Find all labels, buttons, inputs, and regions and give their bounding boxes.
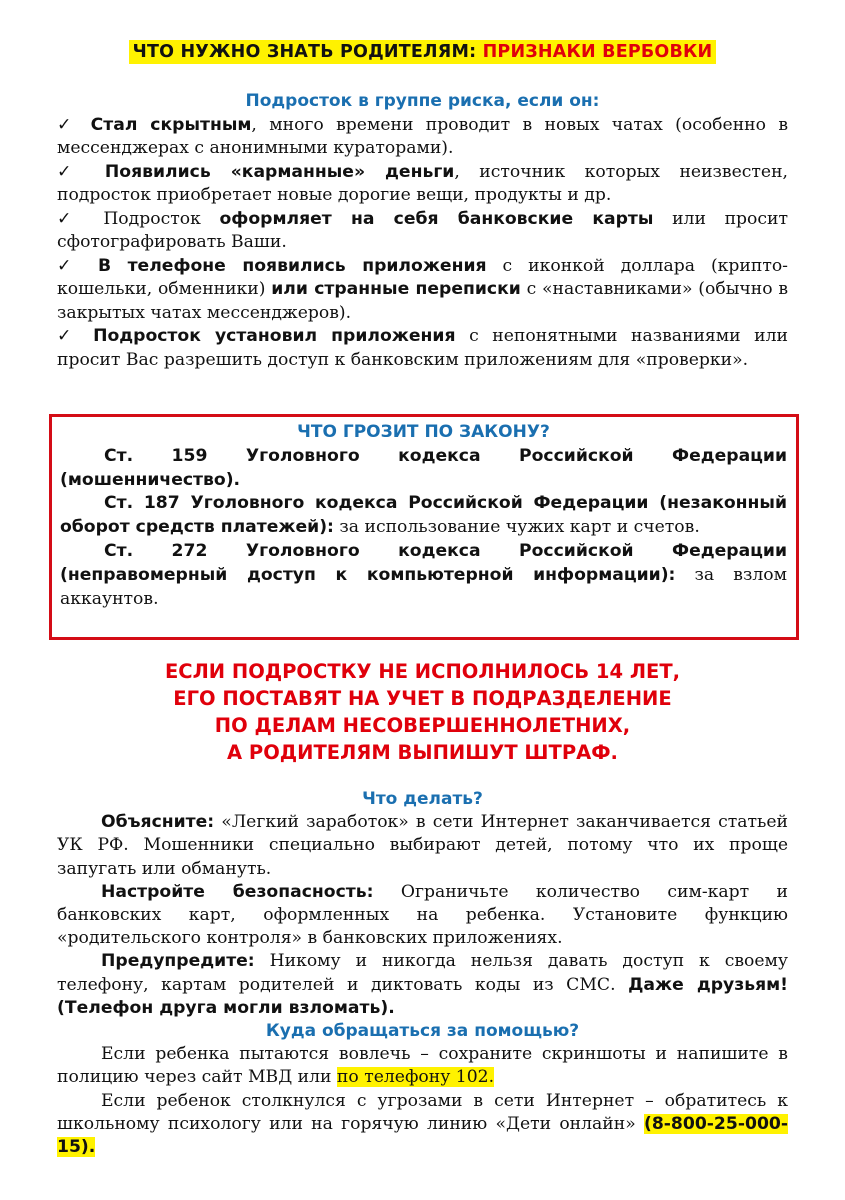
title-part1: ЧТО НУЖНО ЗНАТЬ РОДИТЕЛЯМ: xyxy=(132,42,483,62)
law-item-159-bold: Ст. 159 Уголовного кодекса Российской Федерации (мошенничество). xyxy=(60,445,787,490)
todo-item-security-bold: Настройте безопасность: xyxy=(101,881,374,902)
todo-item-warn-bold2: Даже друзьям! (Телефон друга могли взломать). xyxy=(57,974,788,1018)
risk-item-3-bold: оформляет на себя банковские карты xyxy=(219,208,654,229)
risk-item-3 xyxy=(57,208,788,255)
risk-item-1-bold: Стал скрытным xyxy=(90,114,252,135)
law-item-272-text: за взлом аккаунтов. xyxy=(60,564,787,609)
todo-item-warn-text: Никому и никогда нельзя давать доступ к своему телефону, картам родителей и диктовать коды из СМС. xyxy=(57,951,788,995)
risk-item-1 xyxy=(57,114,788,161)
todo-item-explain-bold: Объясните: xyxy=(101,812,215,833)
law-item-272 xyxy=(60,540,787,611)
risk-item-4-text2: с «наставниками» (обычно в закрытых чатах мессенджеров). xyxy=(57,279,788,323)
page-title xyxy=(0,40,845,64)
help-police xyxy=(57,1043,788,1089)
police-phone: по телефону 102. xyxy=(336,1067,495,1088)
risk-item-2 xyxy=(57,161,788,208)
risk-item-5-text: с непонятными названиями или просит Вас разрешить доступ к банковским приложениям для «проверки». xyxy=(57,326,788,370)
hotline-phone: (8-800-25-000-15). xyxy=(57,1113,788,1158)
check-icon: ✓ xyxy=(57,255,82,276)
law-item-187-bold: Ст. 187 Уголовного кодекса Российской Федерации (незаконный оборот средств платежей): xyxy=(60,493,787,538)
todo-section xyxy=(57,788,788,1159)
todo-item-explain xyxy=(57,811,788,881)
todo-item-warn-bold: Предупредите: xyxy=(101,951,255,972)
todo-item-warn xyxy=(57,950,788,1020)
title-highlight xyxy=(129,40,717,64)
risk-item-3-pre: Подросток xyxy=(103,208,220,229)
risk-item-5 xyxy=(57,325,788,372)
risk-item-4 xyxy=(57,255,788,326)
help-hotline-text: Если ребенок столкнулся с угрозами в сети Интернет – обратитесь к школьному психологу или на горячую линию «Дети онлайн» xyxy=(57,1090,788,1134)
risk-heading: Подросток в группе риска, если он: xyxy=(245,91,600,111)
todo-item-security xyxy=(57,881,788,951)
risk-section xyxy=(57,90,788,372)
risk-item-5-bold: Подросток установил приложения xyxy=(93,326,456,346)
warning-line-2: ЕГО ПОСТАВЯТ НА УЧЕТ В ПОДРАЗДЕЛЕНИЕ xyxy=(173,687,672,710)
risk-item-2-bold: Появились «карманные» деньги xyxy=(104,161,455,182)
warning-line-1: ЕСЛИ ПОДРОСТКУ НЕ ИСПОЛНИЛОСЬ 14 ЛЕТ, xyxy=(164,660,681,683)
todo-item-explain-text: «Легкий заработок» в сети Интернет заканчивается статьей УК РФ. Мошенники специально выбирают детей, потому что их проще запугать или обмануть. xyxy=(57,812,788,879)
help-heading: Куда обращаться за помощью? xyxy=(265,1021,580,1042)
risk-item-4-bold: В телефоне появились приложения xyxy=(97,255,487,276)
warning-line-3: ПО ДЕЛАМ НЕСОВЕРШЕННОЛЕТНИХ, xyxy=(214,714,631,737)
check-icon: ✓ xyxy=(57,208,85,229)
risk-item-2-text: , источник которых неизвестен, подросток приобретает новые дорогие вещи, продукты и др. xyxy=(57,161,788,205)
check-icon: ✓ xyxy=(57,114,79,135)
check-icon: ✓ xyxy=(57,161,86,182)
law-item-187 xyxy=(60,492,787,540)
help-hotline xyxy=(57,1090,788,1160)
risk-item-1-text: , много времени проводит в новых чатах (особенно в мессенджерах с анонимными кураторами). xyxy=(57,114,788,158)
law-item-272-bold: Ст. 272 Уголовного кодекса Российской Федерации (неправомерный доступ к компьютерной информации): xyxy=(60,540,787,585)
law-heading: ЧТО ГРОЗИТ ПО ЗАКОНУ? xyxy=(297,422,550,442)
law-item-159 xyxy=(60,445,787,493)
risk-item-4-bold2: или странные переписки xyxy=(271,279,521,299)
risk-item-4-text: с иконкой доллара (крипто-кошельки, обменники) xyxy=(57,255,788,299)
law-item-187-text: за использование чужих карт и счетов. xyxy=(333,517,700,538)
warning-line-4: А РОДИТЕЛЯМ ВЫПИШУТ ШТРАФ. xyxy=(227,741,618,764)
risk-item-3-text: или просит сфотографировать Ваши. xyxy=(57,208,788,252)
title-part2: ПРИЗНАКИ ВЕРБОВКИ xyxy=(482,42,713,62)
help-police-text: Если ребенка пытаются вовлечь – сохраните скриншоты и напишите в полицию через сайт МВД или xyxy=(57,1044,788,1088)
warning-block xyxy=(0,658,845,766)
todo-heading: Что делать? xyxy=(362,789,483,809)
todo-item-security-text: Ограничьте количество сим-карт и банковских карт, оформленных на ребенка. Установите функцию «родительского контроля» в банковских приложениях. xyxy=(57,881,788,949)
check-icon: ✓ xyxy=(57,326,80,346)
law-section xyxy=(60,421,787,611)
